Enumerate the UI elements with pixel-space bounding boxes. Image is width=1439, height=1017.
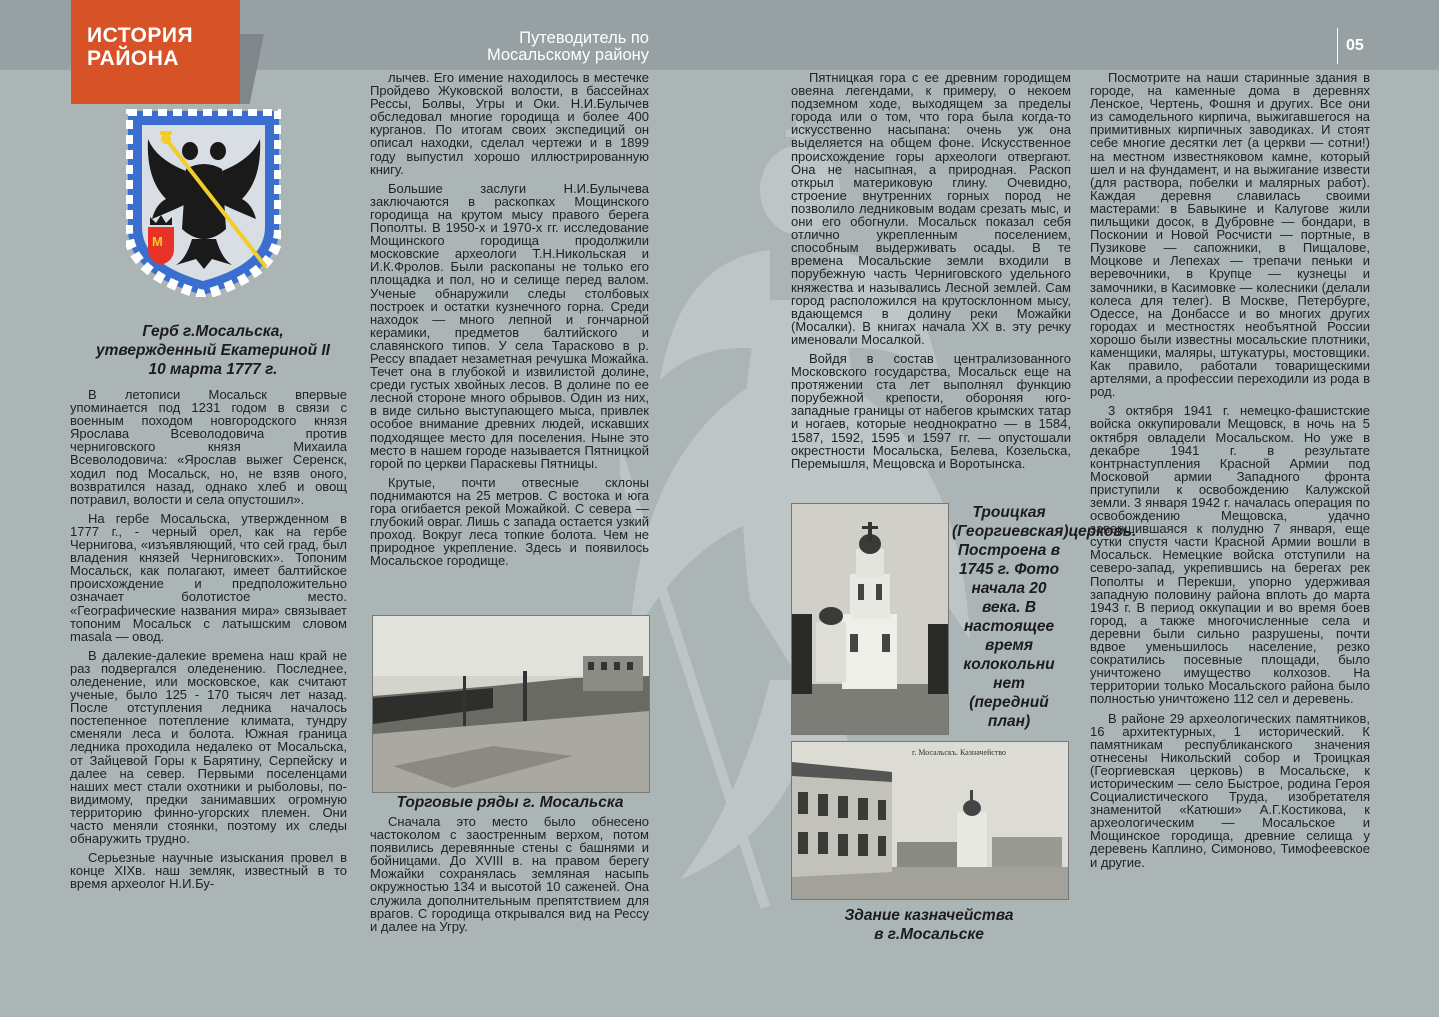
treasury-photo — [791, 741, 1069, 900]
section-tag-line1: ИСТОРИЯ — [87, 24, 194, 47]
text-column-4 — [1090, 71, 1370, 875]
treasury-caption-line2: в г.Мосальске — [874, 926, 984, 943]
paragraph: Сначала это место было обнесено частоколом с заостренным верхом, потом появились деревянные стены с башнями и бойницами. До XVIII в. на правом берегу Можайки сохранялась земляная насыпь окружностью 134 и высотой 10 саженей. Она служила дополнительным препятствием для врагов. С городища открывался вид на Рессу и далее на Угру. — [370, 814, 649, 934]
guide-title-line2: Мосальскому району — [486, 46, 649, 64]
paragraph: В летописи Мосальск впервые упоминается под 1231 годом в связи с военным походом новгородского князя Ярослава Всеволодовича против черниговского князя Михаила Всеволодовича: «Ярослав выжег Серенск, ходил под Мосальск, но, не взяв оного, возвратился назад, однако хлеб и овощ потравил, волости и села опустошил». — [70, 387, 347, 507]
text-column-1 — [70, 388, 347, 896]
church-caption: Троицкая (Георгиевская)церковь. Построена в 1745 г. Фото начала 20 века. В настоящее время колокольни нет (передний план) — [952, 504, 1137, 730]
treasury-caption — [791, 906, 1067, 944]
market-photo-image — [373, 616, 649, 792]
coat-shield-letter: М — [152, 234, 163, 249]
church-photo — [791, 503, 949, 735]
section-tag-line2: РАЙОНА — [87, 47, 180, 70]
paragraph: Серьезные научные изыскания провел в конце XIXв. наш земляк, известный в то время археолог Н.И.Бу- — [70, 850, 347, 892]
paragraph: Крутые, почти отвесные склоны поднимаются на 25 метров. С востока и юга гора огибается рекой Можайкой. С севера — глубокий овраг. Лишь с запада остается узкий проход. Вокруг леса топкие болота. Чем не природное укрепление. Здесь и появилось Мосальское городище. — [370, 474, 649, 569]
guide-title — [420, 30, 649, 64]
page-number: 05 — [1337, 28, 1364, 64]
treasury-caption-line1: Здание казначейства — [844, 907, 1014, 924]
church-photo-image — [792, 504, 948, 734]
paragraph: 3 октября 1941 г. немецко-фашистские войска оккупировали Мещовск, в ночь на 5 октября овладели Мосальском. Но уже в декабре 1941 г. в результате контрнаступления Красной Армии под Московой армии Западного фронта приступили к освобождению Калужской земли. 3 января 1942 г. началась операция по освобождению Мещовска, удачно завершившаяся к полудню 7 января, еще сутки спустя части Красной Армии вошли в Мосальск. Немецкие войска отступили на северо-запад, укрепившись на берегах рек Пополты и Перекши, упорно удерживая западную половину района вплоть до марта 1943 г. В период оккупации и во время боев город, а также многочисленные села и деревни были сильно разрушены, почти вдвое уменьшилось население, резко сократились посевные площади, было уничтожено имущество колхозов. На территории только Мосальского района было полностью уничтожено 112 сел и деревень. — [1090, 403, 1370, 707]
coat-caption-line3: 10 марта 1777 г. — [148, 361, 278, 378]
paragraph: Войдя в состав централизованного Московского государства, Мосальск еще на протяжении ста лет выполнял функцию порубежной крепости, обороняя юго-западные границы от набегов крымских татар и ногаев, которые неоднократно — в 1584, 1587, 1592, 1595 и 1597 гг. — опустошали окрестности Мосальска, Белева, Козельска, Перемышля, Мещовска и Воротынска. — [791, 350, 1071, 471]
coat-of-arms-icon — [126, 109, 281, 297]
paragraph: Посмотрите на наши старинные здания в городе, на каменные дома в деревнях Ленское, Чертень, Фошня и других. Все они из самодельного кирпича, выжигавшегося на примитивных кирпичных заводиках. И стоят себе многие десятки лет (а церкви — сотни!) на местном известняковом камне, который шел и на фундамент, и на выжигание извести (для раствора, побелки и малярных работ). Каждая деревня славилась своими мастерами: в Бавыкине и Калугове жили пильщики досок, в Дубровне — бондари, в Посконии и Новой Росчисти — портные, в Пузикове — сапожники, в Пищалове, Моцкове и Лепехах — трепачи пеньки и веревочники, в Крупце — кузнецы и замочники, в Касимовке — колесники (делали колеса для телег). В Москве, Петербурге, Одессе, на Донбассе и во многих других городах и местностях необъятной России хорошо были известны мосальские плотники, каменщики, маляры, штукатуры, мостовщики. Как правило, работали товарищескими артелями, а профессии переходили из рода в род. — [1090, 70, 1370, 400]
paragraph: В далекие-далекие времена наш край не раз подвергался оледенению. Последнее, оледенение, или московское, как считают ученые, было 125 - 170 тысяч лет назад. После отступления ледника началось постепенное потепление климата, тундру сменяли леса и болота. Южная граница ледника проходила недалеко от Мосальска, от Зайцевой Горы к Барятину, Серпейску и далее на север. Первыми поселенцами наших мест стали охотники и рыболовы, по-видимому, предки занимавших огромную территорию финно-угорских племен. Они часто меняли стоянки, поэтому их следы обнаружить трудно. — [70, 647, 347, 847]
paragraph: лычев. Его имение находилось в местечке Пройдево Жуковской волости, в бассейнах Рессы, Болвы, Угры и Оки. Н.И.Булычев обследовал многие городища и более 400 курганов. По итогам своих экспедиций он описал находки, сделал чертежи и в 1899 году выпустил хорошо иллюстрированную книгу. — [370, 70, 649, 177]
text-column-2-bottom — [370, 815, 649, 939]
market-caption: Торговые ряды г. Мосальска — [396, 794, 624, 811]
section-tag — [71, 0, 240, 104]
coat-caption-line2: утвержденный Екатериной II — [96, 342, 330, 359]
coat-caption-line1: Герб г.Мосальска, — [142, 323, 284, 340]
paragraph: В районе 29 археологических памятников, 16 архитектурных, 1 исторический. К памятникам республиканского значения отнесены Никольский собор и Троицкая (Георгиевская церковь) в Мосальске, к историческим — село Быстрое, родина Героя Социалистического Труда, изобретателя знаменитой «Катюши» А.Г.Костикова, к археологическим — Мосальское и Мощинское городища, древние селища у деревень Каплино, Симоново, Тимофеевское и другие. — [1090, 710, 1370, 870]
text-column-3 — [791, 71, 1071, 476]
paragraph: Пятницкая гора с ее древним городищем овеяна легендами, к примеру, о некоем подземном ходе, выходящем за пределы города или о том, что гора была когда-то искусственно насыпана: очень уж она выделяется на общем фоне. Искусственное происхождение горы археологи отвергают. Она не насыпная, а природная. Раскоп открыл материковую глину. Очевидно, строение внутренних горных пород не позволило ледниковым водам срезать мыс, и они его обогнули. Мосальск показал себя отлично укрепленным поселением, способным выдерживать осады. В те времена Мосальские земли входили в порубежную часть Черниговского удельного княжества и назывались Лесной землей. Сам город расположился на крутосклонном мысу, вдающемся в долину реки Можайки (Мосалки). В книгах начала XX в. эту речку именовали Мосалкой. — [791, 70, 1071, 347]
paragraph: Большие заслуги Н.И.Булычева заключаются в раскопках Мощинского городища на крутом мысу правого берега Пополты. В 1950-х и 1970-х гг. исследование Мощинского городища продолжили московские археологи Т.Н.Никольская и И.К.Фролов. Были раскопаны не только его площадка и пол, но и селище перед валом. Ученые обнаружили следы столбовых построек и остатки кузнечного горна. Среди находок — много лепной и гончарной керамики, предметов балтийского и славянского типов. У села Тарасково в р. Рессу впадает незаметная речушка Можайка. Течет она в глубокой и извилистой долине, среди густых хвойных лесов. В долине по ее лесной стороне много обрывов. Один из них, в виде сильно выступающего мыса, привлек особое внимание древних людей, искавших подходящее место для поселения. Ныне это место в нашем городе называется Пятницкой горой по церкви Параскевы Пятницы. — [370, 180, 649, 471]
paragraph: На гербе Мосальска, утвержденном в 1777 г., - черный орел, как на гербе Чернигова, «изъявляющий, что сей град, был владения князей Черниговских». Топоним Мосальск, как полагают, имеет балтийское происхождение и предположительно означает болотистое место. «Географические названия мира» связывает топоним Мосальск с латышским словом masala — овод. — [70, 510, 347, 644]
treasury-inscription: г. Мосальскъ. Казначейство — [912, 748, 1007, 757]
text-column-2-top — [370, 71, 649, 573]
treasury-photo-image — [792, 742, 1068, 899]
market-photo — [372, 615, 650, 793]
guide-title-line1: Путеводитель по — [519, 29, 649, 47]
coat-caption — [70, 322, 356, 379]
